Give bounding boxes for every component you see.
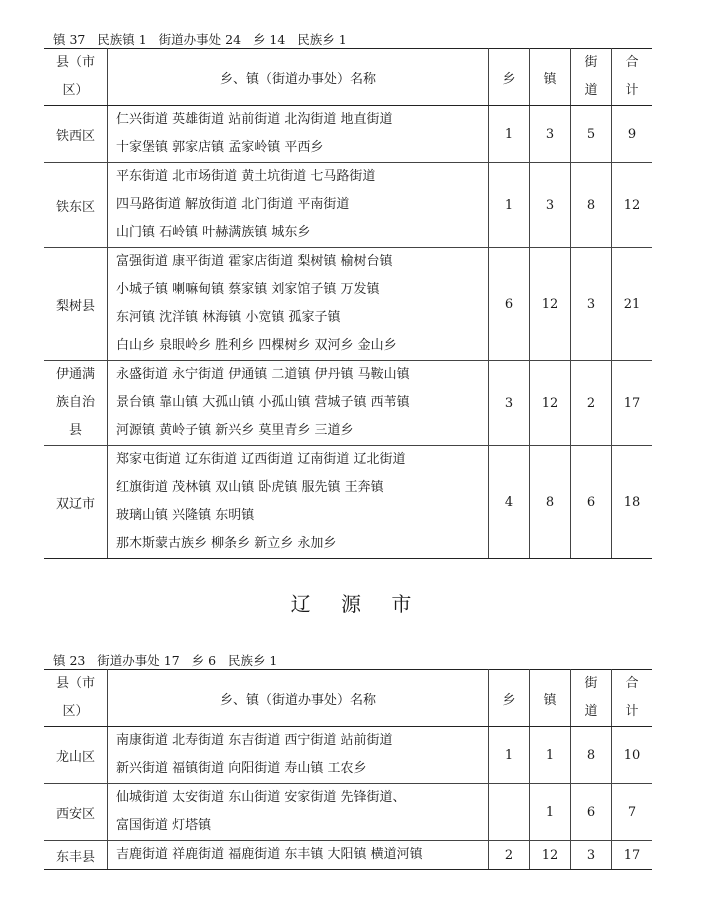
county-name: 铁西区 <box>44 106 108 163</box>
section1-table <box>44 48 652 559</box>
header-county: 县（市 区） <box>44 49 108 106</box>
table-row <box>44 106 652 163</box>
jiedao-count: 8 <box>571 727 612 784</box>
zhen-count: 12 <box>530 361 571 446</box>
jiedao-count: 6 <box>571 784 612 841</box>
table-row <box>44 248 652 361</box>
zhen-count: 1 <box>530 727 571 784</box>
jiedao-count: 3 <box>571 248 612 361</box>
total-count: 18 <box>612 446 653 559</box>
total-count: 7 <box>612 784 653 841</box>
xiang-count <box>489 784 530 841</box>
table-row <box>44 446 652 559</box>
zhen-count: 3 <box>530 106 571 163</box>
xiang-count: 3 <box>489 361 530 446</box>
total-count: 12 <box>612 163 653 248</box>
total-count: 17 <box>612 841 653 870</box>
header-total: 合 计 <box>612 49 653 106</box>
header-county: 县（市 区） <box>44 670 108 727</box>
county-name: 东丰县 <box>44 841 108 870</box>
header-zhen: 镇 <box>530 49 571 106</box>
total-count: 17 <box>612 361 653 446</box>
county-name: 铁东区 <box>44 163 108 248</box>
names-cell: 吉鹿街道 祥鹿街道 福鹿街道 东丰镇 大阳镇 横道河镇 <box>108 841 489 870</box>
zhen-count: 3 <box>530 163 571 248</box>
zhen-count: 1 <box>530 784 571 841</box>
jiedao-count: 5 <box>571 106 612 163</box>
table-row <box>44 841 652 870</box>
section2-summary: 镇 23 街道办事处 17 乡 6 民族乡 1 <box>53 653 278 668</box>
total-count: 10 <box>612 727 653 784</box>
zhen-count: 12 <box>530 841 571 870</box>
xiang-count: 1 <box>489 727 530 784</box>
jiedao-count: 3 <box>571 841 612 870</box>
xiang-count: 1 <box>489 106 530 163</box>
table-row <box>44 361 652 446</box>
county-name: 西安区 <box>44 784 108 841</box>
xiang-count: 1 <box>489 163 530 248</box>
xiang-count: 4 <box>489 446 530 559</box>
table-header-row <box>44 49 652 106</box>
header-names: 乡、镇（街道办事处）名称 <box>108 670 489 727</box>
xiang-count: 6 <box>489 248 530 361</box>
names-cell: 永盛街道 永宁街道 伊通镇 二道镇 伊丹镇 马鞍山镇 景台镇 靠山镇 大孤山镇 小孤山镇 营城子镇 西苇镇 河源镇 黄岭子镇 新兴乡 莫里青乡 三道乡 <box>108 361 489 446</box>
section2-title: 辽 源 市 <box>290 592 414 616</box>
section2-table <box>44 669 652 870</box>
county-name: 龙山区 <box>44 727 108 784</box>
total-count: 9 <box>612 106 653 163</box>
jiedao-count: 8 <box>571 163 612 248</box>
names-cell: 郑家屯街道 辽东街道 辽西街道 辽南街道 辽北街道 红旗街道 茂林镇 双山镇 卧虎镇 服先镇 王奔镇 玻璃山镇 兴隆镇 东明镇 那木斯蒙古族乡 柳条乡 新立乡 永加乡 <box>108 446 489 559</box>
header-names: 乡、镇（街道办事处）名称 <box>108 49 489 106</box>
county-name: 伊通满 族自治 县 <box>44 361 108 446</box>
county-name: 双辽市 <box>44 446 108 559</box>
header-zhen: 镇 <box>530 670 571 727</box>
jiedao-count: 6 <box>571 446 612 559</box>
table-row <box>44 163 652 248</box>
header-xiang: 乡 <box>489 49 530 106</box>
zhen-count: 8 <box>530 446 571 559</box>
xiang-count: 2 <box>489 841 530 870</box>
section1-summary: 镇 37 民族镇 1 街道办事处 24 乡 14 民族乡 1 <box>53 32 347 47</box>
names-cell: 仙城街道 太安街道 东山街道 安家街道 先锋街道、 富国街道 灯塔镇 <box>108 784 489 841</box>
names-cell: 南康街道 北寿街道 东吉街道 西宁街道 站前街道 新兴街道 福镇街道 向阳街道 寿山镇 工农乡 <box>108 727 489 784</box>
jiedao-count: 2 <box>571 361 612 446</box>
header-total: 合 计 <box>612 670 653 727</box>
header-jiedao: 街 道 <box>571 670 612 727</box>
header-xiang: 乡 <box>489 670 530 727</box>
names-cell: 仁兴街道 英雄街道 站前街道 北沟街道 地直街道 十家堡镇 郭家店镇 孟家岭镇 平西乡 <box>108 106 489 163</box>
names-cell: 富强街道 康平街道 霍家店街道 梨树镇 榆树台镇 小城子镇 喇嘛甸镇 蔡家镇 刘家馆子镇 万发镇 东河镇 沈洋镇 林海镇 小宽镇 孤家子镇 白山乡 泉眼岭乡 胜利乡 四棵树乡 双河乡 金山乡 <box>108 248 489 361</box>
table-header-row <box>44 670 652 727</box>
table-row <box>44 727 652 784</box>
table-row <box>44 784 652 841</box>
county-name: 梨树县 <box>44 248 108 361</box>
header-jiedao: 街 道 <box>571 49 612 106</box>
names-cell: 平东街道 北市场街道 黄土坑街道 七马路街道 四马路街道 解放街道 北门街道 平南街道 山门镇 石岭镇 叶赫满族镇 城东乡 <box>108 163 489 248</box>
total-count: 21 <box>612 248 653 361</box>
zhen-count: 12 <box>530 248 571 361</box>
